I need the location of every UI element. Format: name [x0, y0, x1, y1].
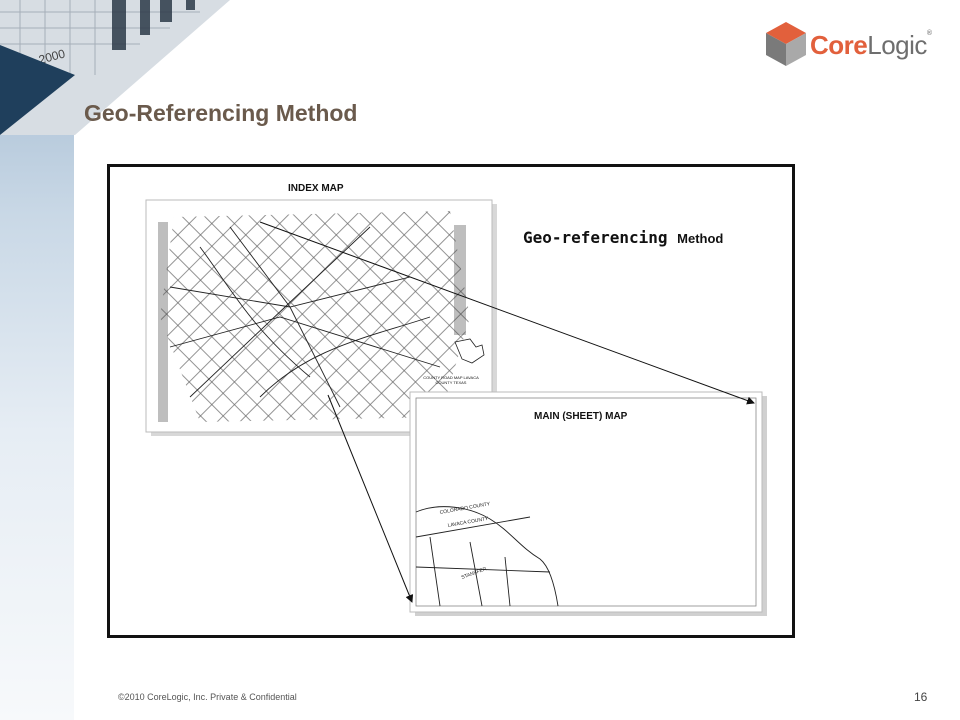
- page-number: 16: [914, 690, 928, 704]
- sheet-label-stansfer: STANSFER: [460, 566, 488, 581]
- footer-copyright: ©2010 CoreLogic, Inc. Private & Confidential: [118, 692, 297, 702]
- logo-wordmark: CoreLogic®: [810, 30, 932, 60]
- sheet-label-colorado: COLORADO COUNTY: [439, 501, 491, 516]
- cube-logo-icon: [764, 20, 808, 68]
- main-map-label: MAIN (SHEET) MAP: [534, 411, 628, 422]
- corner-year-text: 2000: [37, 46, 67, 67]
- slide-title: Geo-Referencing Method: [84, 100, 358, 126]
- main-sheet-map: [410, 392, 767, 616]
- corelogic-logo: [764, 20, 934, 70]
- sheet-label-lavaca: LAVACA COUNTY: [447, 515, 489, 529]
- geo-referencing-figure: [107, 164, 795, 638]
- geo-referencing-heading: Geo-referencing Method: [523, 228, 724, 247]
- index-map-caption: COUNTY ROAD MAP LAVACA COUNTY TEXAS: [423, 375, 479, 385]
- index-map-label: INDEX MAP: [288, 183, 344, 194]
